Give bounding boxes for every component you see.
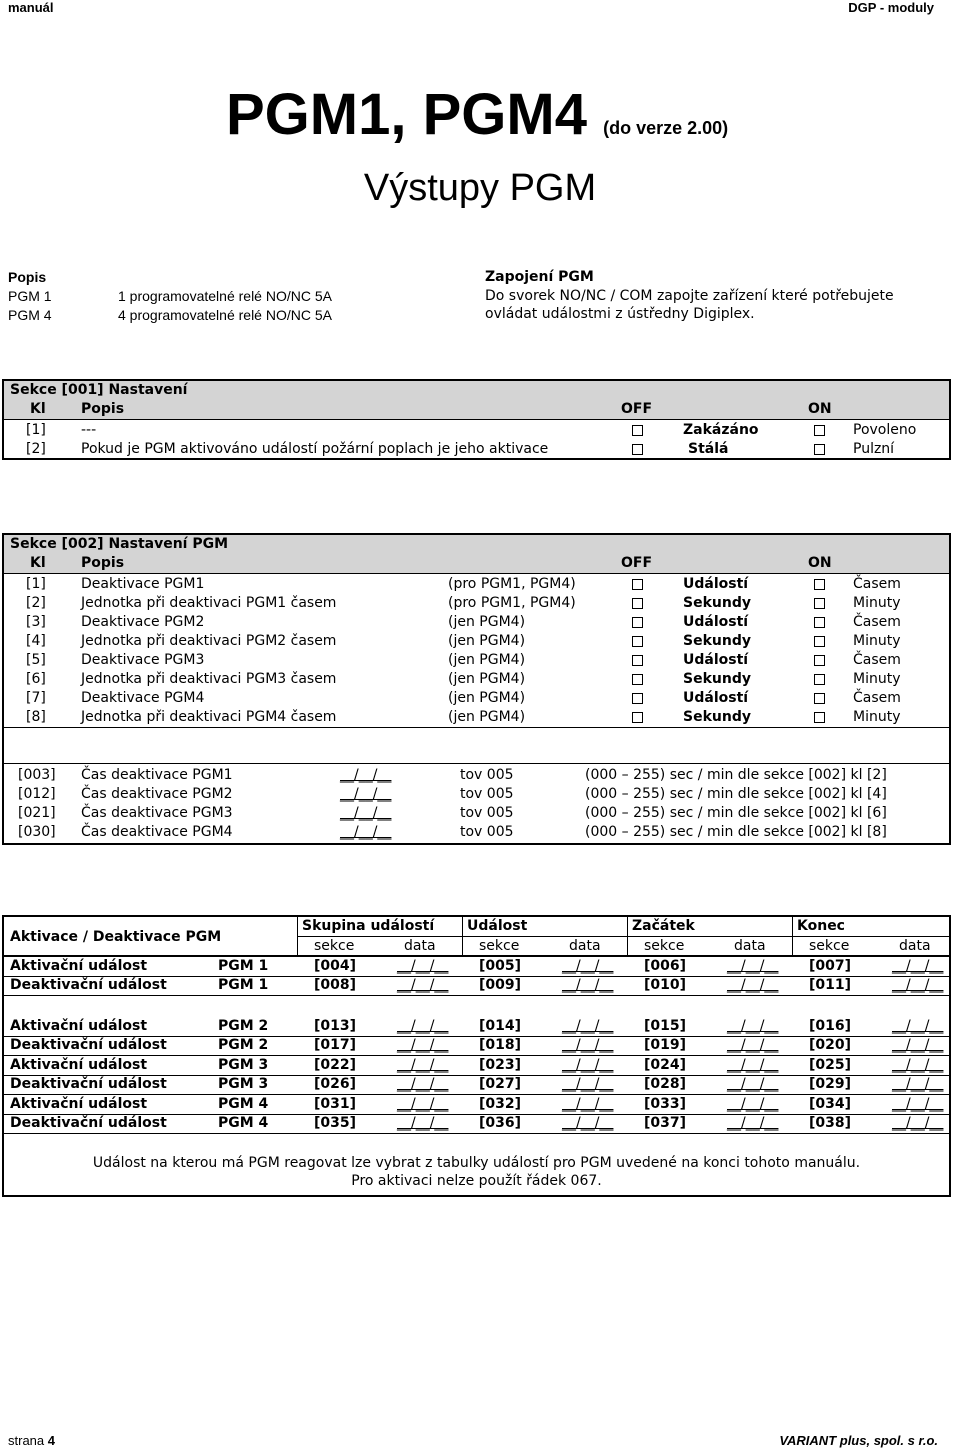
value-blank[interactable]: __/__/__ bbox=[562, 958, 614, 974]
value-blank[interactable]: __/__/__ bbox=[397, 1057, 449, 1073]
checkbox-off[interactable] bbox=[632, 636, 643, 647]
table-row bbox=[4, 804, 949, 823]
row-on: Minuty bbox=[853, 595, 901, 611]
row-sekce: [029] bbox=[809, 1076, 852, 1092]
row-label: Deaktivační událost bbox=[10, 1037, 167, 1053]
checkbox-on[interactable] bbox=[814, 444, 825, 455]
checkbox-off[interactable] bbox=[632, 617, 643, 628]
zapojeni-line2: ovládat událostmi z ústředny Digiplex. bbox=[485, 306, 755, 322]
sub-sekce: sekce bbox=[479, 938, 520, 954]
row-off: Událostí bbox=[683, 690, 749, 706]
value-blank[interactable]: __/__/__ bbox=[892, 1076, 944, 1092]
row-sekce: [037] bbox=[644, 1115, 687, 1131]
row-sekce: [035] bbox=[314, 1115, 357, 1131]
row-off: Událostí bbox=[683, 614, 749, 630]
row-note: (jen PGM4) bbox=[448, 614, 526, 630]
checkbox-on[interactable] bbox=[814, 579, 825, 590]
checkbox-on[interactable] bbox=[814, 598, 825, 609]
table-row bbox=[4, 785, 949, 804]
title-version: (do verze 2.00) bbox=[603, 118, 729, 138]
row-label: Aktivační událost bbox=[10, 1057, 148, 1073]
row-on: Minuty bbox=[853, 671, 901, 687]
checkbox-on[interactable] bbox=[814, 674, 825, 685]
value-blank[interactable]: __/__/__ bbox=[340, 767, 392, 783]
row-kl: [8] bbox=[26, 709, 46, 725]
table-row bbox=[4, 651, 949, 670]
table-row bbox=[4, 594, 949, 613]
value-blank[interactable]: __/__/__ bbox=[397, 1037, 449, 1053]
row-sekce: [004] bbox=[314, 958, 357, 974]
row-kl: [1] bbox=[26, 576, 46, 592]
footer-page-prefix: strana bbox=[8, 1433, 48, 1448]
value-blank[interactable]: __/__/__ bbox=[562, 1057, 614, 1073]
table-row bbox=[4, 613, 949, 632]
row-kl: [1] bbox=[26, 422, 46, 438]
row-sekce: [027] bbox=[479, 1076, 522, 1092]
row-sekce: [005] bbox=[479, 958, 522, 974]
value-blank[interactable]: __/__/__ bbox=[340, 805, 392, 821]
page-title bbox=[226, 82, 728, 161]
sub-data: data bbox=[569, 938, 601, 954]
title-main: PGM1, PGM4 bbox=[226, 82, 587, 147]
row-sekce: [011] bbox=[809, 977, 852, 993]
row-pgm: PGM 3 bbox=[218, 1057, 269, 1073]
value-blank[interactable]: __/__/__ bbox=[397, 977, 449, 993]
col-on: ON bbox=[808, 401, 832, 417]
row-sekce: [010] bbox=[644, 977, 687, 993]
row-popis: Jednotka při deaktivaci PGM2 časem bbox=[81, 633, 337, 649]
row-on: Minuty bbox=[853, 633, 901, 649]
table-row bbox=[4, 1095, 949, 1115]
row-sekce: [003] bbox=[18, 767, 56, 783]
sub-sekce: sekce bbox=[644, 938, 685, 954]
row-popis: Čas deaktivace PGM1 bbox=[81, 767, 233, 783]
row-sekce: [034] bbox=[809, 1096, 852, 1112]
row-sekce: [016] bbox=[809, 1018, 852, 1034]
col-off: OFF bbox=[621, 555, 653, 571]
row-popis: Čas deaktivace PGM3 bbox=[81, 805, 233, 821]
group-skupina: Skupina událostí bbox=[302, 918, 435, 934]
col-on: ON bbox=[808, 555, 832, 571]
checkbox-on[interactable] bbox=[814, 617, 825, 628]
row-pgm: PGM 4 bbox=[218, 1115, 269, 1131]
sekce-001-title-row bbox=[4, 381, 949, 400]
row-on: Časem bbox=[853, 690, 901, 706]
aktivace-title: Aktivace / Deaktivace PGM bbox=[10, 929, 222, 945]
page-subtitle: Výstupy PGM bbox=[363, 167, 597, 209]
value-blank[interactable]: __/__/__ bbox=[340, 786, 392, 802]
row-popis: Jednotka při deaktivaci PGM1 časem bbox=[81, 595, 337, 611]
table-row bbox=[4, 823, 949, 842]
table-row bbox=[4, 1114, 949, 1134]
table-row bbox=[4, 440, 949, 459]
row-on: Časem bbox=[853, 576, 901, 592]
row-popis: Pokud je PGM aktivováno událostí požární poplach je jeho aktivace bbox=[81, 441, 549, 457]
row-default: tov 005 bbox=[460, 805, 514, 821]
row-sekce: [012] bbox=[18, 786, 56, 802]
row-kl: [2] bbox=[26, 595, 46, 611]
value-blank[interactable]: __/__/__ bbox=[892, 977, 944, 993]
row-sekce: [018] bbox=[479, 1037, 522, 1053]
value-blank[interactable]: __/__/__ bbox=[397, 958, 449, 974]
checkbox-on[interactable] bbox=[814, 655, 825, 666]
row-popis: Čas deaktivace PGM2 bbox=[81, 786, 233, 802]
zapojeni-heading: Zapojení PGM bbox=[485, 269, 594, 285]
value-blank[interactable]: __/__/__ bbox=[727, 1037, 779, 1053]
row-off: Stálá bbox=[688, 441, 729, 457]
value-blank[interactable]: __/__/__ bbox=[727, 1076, 779, 1092]
row-kl: [3] bbox=[26, 614, 46, 630]
checkbox-off[interactable] bbox=[632, 444, 643, 455]
row-label: Deaktivační událost bbox=[10, 1076, 167, 1092]
aktivace-note-2: Pro aktivaci nelze použít řádek 067. bbox=[351, 1173, 602, 1189]
row-sekce: [023] bbox=[479, 1057, 522, 1073]
row-sekce: [025] bbox=[809, 1057, 852, 1073]
row-sekce: [033] bbox=[644, 1096, 687, 1112]
row-pgm: PGM 4 bbox=[218, 1096, 269, 1112]
header-right: DGP - moduly bbox=[848, 0, 934, 15]
row-kl: [6] bbox=[26, 671, 46, 687]
value-blank[interactable]: __/__/__ bbox=[892, 958, 944, 974]
value-blank[interactable]: __/__/__ bbox=[892, 1096, 944, 1112]
footer-page bbox=[8, 1433, 55, 1448]
sekce-002-title: Sekce [002] Nastavení PGM bbox=[10, 536, 229, 552]
checkbox-on[interactable] bbox=[814, 712, 825, 723]
row-popis: --- bbox=[81, 422, 97, 438]
row-sekce: [019] bbox=[644, 1037, 687, 1053]
value-blank[interactable]: __/__/__ bbox=[340, 824, 392, 840]
row-off: Událostí bbox=[683, 576, 749, 592]
row-on: Minuty bbox=[853, 709, 901, 725]
popis-name-2: PGM 4 bbox=[8, 307, 52, 323]
footer-page-number: 4 bbox=[47, 1433, 55, 1448]
row-on: Pulzní bbox=[853, 441, 895, 457]
value-blank[interactable]: __/__/__ bbox=[562, 1037, 614, 1053]
row-kl: [5] bbox=[26, 652, 46, 668]
row-sekce: [038] bbox=[809, 1115, 852, 1131]
row-sekce: [021] bbox=[18, 805, 56, 821]
sekce-001-header-row bbox=[4, 400, 949, 419]
value-blank[interactable]: __/__/__ bbox=[892, 1018, 944, 1034]
checkbox-off[interactable] bbox=[632, 693, 643, 704]
row-sekce: [031] bbox=[314, 1096, 357, 1112]
row-sekce: [017] bbox=[314, 1037, 357, 1053]
table-row bbox=[4, 1017, 949, 1037]
value-blank[interactable]: __/__/__ bbox=[892, 1115, 944, 1131]
row-pgm: PGM 1 bbox=[218, 958, 269, 974]
row-default: tov 005 bbox=[460, 824, 514, 840]
row-range: (000 – 255) sec / min dle sekce [002] kl [4] bbox=[585, 786, 887, 802]
sub-data: data bbox=[404, 938, 436, 954]
group-konec: Konec bbox=[797, 918, 845, 934]
row-off: Zakázáno bbox=[683, 422, 759, 438]
row-off: Sekundy bbox=[683, 595, 751, 611]
row-label: Aktivační událost bbox=[10, 1096, 148, 1112]
sub-sekce: sekce bbox=[314, 938, 355, 954]
header-left: manuál bbox=[8, 0, 54, 15]
group-zacatek: Začátek bbox=[632, 918, 695, 934]
table-row bbox=[4, 1056, 949, 1076]
checkbox-off[interactable] bbox=[632, 712, 643, 723]
value-blank[interactable]: __/__/__ bbox=[727, 977, 779, 993]
row-pgm: PGM 2 bbox=[218, 1018, 269, 1034]
row-off: Sekundy bbox=[683, 709, 751, 725]
row-off: Událostí bbox=[683, 652, 749, 668]
table-row bbox=[4, 670, 949, 689]
table-row bbox=[4, 1075, 949, 1095]
checkbox-on[interactable] bbox=[814, 425, 825, 436]
footer-company: VARIANT plus, spol. s r.o. bbox=[779, 1433, 938, 1448]
value-blank[interactable]: __/__/__ bbox=[397, 1115, 449, 1131]
row-label: Aktivační událost bbox=[10, 958, 148, 974]
col-kl: Kl bbox=[30, 555, 46, 571]
row-label: Aktivační událost bbox=[10, 1018, 148, 1034]
table-row bbox=[4, 708, 949, 727]
col-popis: Popis bbox=[81, 555, 125, 571]
col-kl: Kl bbox=[30, 401, 46, 417]
sub-sekce: sekce bbox=[809, 938, 850, 954]
row-popis: Jednotka při deaktivaci PGM4 časem bbox=[81, 709, 337, 725]
table-row bbox=[4, 632, 949, 651]
value-blank[interactable]: __/__/__ bbox=[727, 1115, 779, 1131]
row-sekce: [009] bbox=[479, 977, 522, 993]
sekce-002-header-row bbox=[4, 554, 949, 573]
value-blank[interactable]: __/__/__ bbox=[562, 1096, 614, 1112]
value-blank[interactable]: __/__/__ bbox=[892, 1057, 944, 1073]
value-blank[interactable]: __/__/__ bbox=[562, 1018, 614, 1034]
row-off: Sekundy bbox=[683, 633, 751, 649]
table-row bbox=[4, 1036, 949, 1056]
row-kl: [2] bbox=[26, 441, 46, 457]
row-sekce: [026] bbox=[314, 1076, 357, 1092]
row-popis: Deaktivace PGM2 bbox=[81, 614, 205, 630]
checkbox-on[interactable] bbox=[814, 636, 825, 647]
row-popis: Čas deaktivace PGM4 bbox=[81, 824, 233, 840]
row-sekce: [013] bbox=[314, 1018, 357, 1034]
checkbox-off[interactable] bbox=[632, 655, 643, 666]
row-sekce: [007] bbox=[809, 958, 852, 974]
row-popis: Deaktivace PGM3 bbox=[81, 652, 205, 668]
row-note: (jen PGM4) bbox=[448, 690, 526, 706]
value-blank[interactable]: __/__/__ bbox=[727, 1096, 779, 1112]
row-sekce: [030] bbox=[18, 824, 56, 840]
row-popis: Jednotka při deaktivaci PGM3 časem bbox=[81, 671, 337, 687]
row-pgm: PGM 3 bbox=[218, 1076, 269, 1092]
row-popis: Deaktivace PGM1 bbox=[81, 576, 205, 592]
row-sekce: [022] bbox=[314, 1057, 357, 1073]
value-blank[interactable]: __/__/__ bbox=[562, 1115, 614, 1131]
row-default: tov 005 bbox=[460, 767, 514, 783]
row-sekce: [014] bbox=[479, 1018, 522, 1034]
table-row bbox=[4, 689, 949, 708]
row-note: (jen PGM4) bbox=[448, 709, 526, 725]
value-blank[interactable]: __/__/__ bbox=[562, 977, 614, 993]
checkbox-off[interactable] bbox=[632, 674, 643, 685]
table-row bbox=[4, 957, 949, 977]
row-sekce: [024] bbox=[644, 1057, 687, 1073]
checkbox-on[interactable] bbox=[814, 693, 825, 704]
col-popis: Popis bbox=[81, 401, 125, 417]
row-sekce: [028] bbox=[644, 1076, 687, 1092]
row-kl: [7] bbox=[26, 690, 46, 706]
aktivace-note-1: Událost na kterou má PGM reagovat lze vybrat z tabulky událostí pro PGM uvedené na konci tohoto manuálu. bbox=[92, 1155, 861, 1171]
zapojeni-line1: Do svorek NO/NC / COM zapojte zařízení které potřebujete bbox=[485, 288, 894, 304]
row-label: Deaktivační událost bbox=[10, 1115, 167, 1131]
value-blank[interactable]: __/__/__ bbox=[727, 1018, 779, 1034]
row-range: (000 – 255) sec / min dle sekce [002] kl [2] bbox=[585, 767, 887, 783]
table-row bbox=[4, 976, 949, 996]
checkbox-off[interactable] bbox=[632, 579, 643, 590]
row-note: (jen PGM4) bbox=[448, 652, 526, 668]
value-blank[interactable]: __/__/__ bbox=[727, 958, 779, 974]
row-note: (jen PGM4) bbox=[448, 671, 526, 687]
row-label: Deaktivační událost bbox=[10, 977, 167, 993]
row-sekce: [006] bbox=[644, 958, 687, 974]
popis-name-1: PGM 1 bbox=[8, 288, 52, 304]
checkbox-off[interactable] bbox=[632, 425, 643, 436]
aktivace-table bbox=[2, 915, 951, 1197]
value-blank[interactable]: __/__/__ bbox=[892, 1037, 944, 1053]
row-sekce: [008] bbox=[314, 977, 357, 993]
row-on: Časem bbox=[853, 614, 901, 630]
table-row bbox=[4, 575, 949, 594]
checkbox-off[interactable] bbox=[632, 598, 643, 609]
row-kl: [4] bbox=[26, 633, 46, 649]
value-blank[interactable]: __/__/__ bbox=[397, 1076, 449, 1092]
sub-data: data bbox=[734, 938, 766, 954]
row-on: Časem bbox=[853, 652, 901, 668]
sekce-002-table bbox=[2, 533, 951, 845]
value-blank[interactable]: __/__/__ bbox=[562, 1076, 614, 1092]
row-on: Povoleno bbox=[853, 422, 917, 438]
popis-desc-1: 1 programovatelné relé NO/NC 5A bbox=[118, 288, 332, 304]
sub-data: data bbox=[899, 938, 931, 954]
row-sekce: [020] bbox=[809, 1037, 852, 1053]
popis-heading: Popis bbox=[8, 269, 47, 285]
row-off: Sekundy bbox=[683, 671, 751, 687]
row-note: (pro PGM1, PGM4) bbox=[448, 576, 576, 592]
row-range: (000 – 255) sec / min dle sekce [002] kl [8] bbox=[585, 824, 887, 840]
row-pgm: PGM 1 bbox=[218, 977, 269, 993]
popis-desc-2: 4 programovatelné relé NO/NC 5A bbox=[118, 307, 332, 323]
row-note: (jen PGM4) bbox=[448, 633, 526, 649]
value-blank[interactable]: __/__/__ bbox=[397, 1096, 449, 1112]
group-udalost: Událost bbox=[467, 918, 528, 934]
sekce-002-title-row bbox=[4, 535, 949, 554]
value-blank[interactable]: __/__/__ bbox=[727, 1057, 779, 1073]
table-row bbox=[4, 421, 949, 440]
table-row bbox=[4, 766, 949, 785]
row-range: (000 – 255) sec / min dle sekce [002] kl [6] bbox=[585, 805, 887, 821]
row-default: tov 005 bbox=[460, 786, 514, 802]
row-pgm: PGM 2 bbox=[218, 1037, 269, 1053]
value-blank[interactable]: __/__/__ bbox=[397, 1018, 449, 1034]
col-off: OFF bbox=[621, 401, 653, 417]
sekce-001-title: Sekce [001] Nastavení bbox=[10, 382, 188, 398]
row-sekce: [036] bbox=[479, 1115, 522, 1131]
sekce-001-table bbox=[2, 379, 951, 460]
row-sekce: [015] bbox=[644, 1018, 687, 1034]
row-popis: Deaktivace PGM4 bbox=[81, 690, 205, 706]
row-note: (pro PGM1, PGM4) bbox=[448, 595, 576, 611]
row-sekce: [032] bbox=[479, 1096, 522, 1112]
